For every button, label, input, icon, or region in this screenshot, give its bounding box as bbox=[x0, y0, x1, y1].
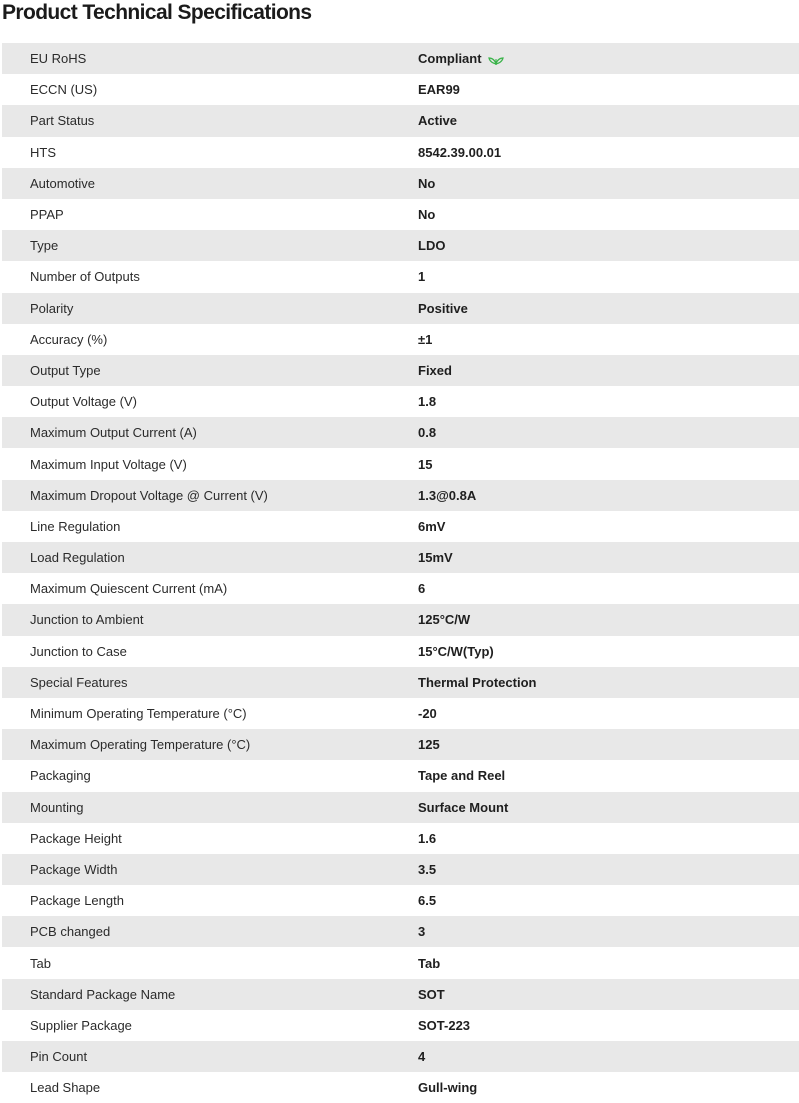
spec-value-cell bbox=[418, 885, 799, 916]
spec-row bbox=[2, 43, 799, 74]
spec-label: Junction to Ambient bbox=[2, 604, 418, 635]
spec-label: Load Regulation bbox=[2, 542, 418, 573]
spec-value-cell bbox=[418, 979, 799, 1010]
spec-value: 6.5 bbox=[418, 893, 437, 909]
spec-label: Pin Count bbox=[2, 1041, 418, 1072]
spec-value-cell bbox=[418, 355, 799, 386]
spec-label: PCB changed bbox=[2, 916, 418, 947]
spec-row bbox=[2, 230, 799, 261]
spec-label: Accuracy (%) bbox=[2, 324, 418, 355]
spec-row bbox=[2, 854, 799, 885]
spec-value-cell bbox=[418, 823, 799, 854]
spec-value-cell bbox=[418, 230, 799, 261]
spec-label: Type bbox=[2, 230, 418, 261]
spec-label: Maximum Dropout Voltage @ Current (V) bbox=[2, 480, 418, 511]
spec-value: Tape and Reel bbox=[418, 768, 506, 784]
spec-label: Output Type bbox=[2, 355, 418, 386]
spec-row bbox=[2, 916, 799, 947]
spec-label: Supplier Package bbox=[2, 1010, 418, 1041]
spec-row bbox=[2, 417, 799, 448]
spec-value: Active bbox=[418, 113, 458, 129]
spec-row bbox=[2, 636, 799, 667]
spec-label: Minimum Operating Temperature (°C) bbox=[2, 698, 418, 729]
spec-value-cell bbox=[418, 386, 799, 417]
spec-value: 8542.39.00.01 bbox=[418, 144, 502, 160]
spec-row bbox=[2, 74, 799, 105]
spec-value: 3.5 bbox=[418, 861, 437, 877]
spec-row bbox=[2, 792, 799, 823]
spec-value: LDO bbox=[418, 238, 446, 254]
spec-label: Maximum Operating Temperature (°C) bbox=[2, 729, 418, 760]
spec-label: Maximum Quiescent Current (mA) bbox=[2, 573, 418, 604]
spec-value-cell bbox=[418, 417, 799, 448]
spec-row bbox=[2, 168, 799, 199]
spec-value-cell bbox=[418, 854, 799, 885]
spec-row bbox=[2, 979, 799, 1010]
spec-label: Special Features bbox=[2, 667, 418, 698]
spec-label: PPAP bbox=[2, 199, 418, 230]
spec-value-cell bbox=[418, 105, 799, 136]
spec-label: Part Status bbox=[2, 105, 418, 136]
spec-value-cell bbox=[418, 293, 799, 324]
spec-value: 1.8 bbox=[418, 394, 437, 410]
spec-value: Surface Mount bbox=[418, 799, 509, 815]
spec-value-cell bbox=[418, 573, 799, 604]
spec-value-cell bbox=[418, 1010, 799, 1041]
spec-value-cell bbox=[418, 698, 799, 729]
spec-value: 125 bbox=[418, 737, 440, 753]
spec-value: No bbox=[418, 207, 436, 223]
spec-value: SOT bbox=[418, 986, 445, 1002]
spec-row bbox=[2, 480, 799, 511]
spec-label: Polarity bbox=[2, 293, 418, 324]
spec-value: Compliant bbox=[418, 51, 482, 67]
spec-value: 6mV bbox=[418, 518, 446, 534]
spec-label: HTS bbox=[2, 137, 418, 168]
spec-value: 1.3@0.8A bbox=[418, 487, 477, 503]
spec-value-cell bbox=[418, 511, 799, 542]
spec-value-cell bbox=[418, 137, 799, 168]
spec-row bbox=[2, 542, 799, 573]
spec-label: Package Width bbox=[2, 854, 418, 885]
spec-value: Gull-wing bbox=[418, 1080, 478, 1096]
spec-label: Automotive bbox=[2, 168, 418, 199]
spec-value-cell bbox=[418, 760, 799, 791]
spec-row bbox=[2, 1072, 799, 1103]
spec-value-cell bbox=[418, 168, 799, 199]
spec-label: Output Voltage (V) bbox=[2, 386, 418, 417]
spec-value-cell bbox=[418, 667, 799, 698]
spec-value-cell bbox=[418, 324, 799, 355]
spec-label: Package Height bbox=[2, 823, 418, 854]
spec-row bbox=[2, 1010, 799, 1041]
spec-row bbox=[2, 293, 799, 324]
spec-value-cell bbox=[418, 542, 799, 573]
spec-value: 15 bbox=[418, 456, 433, 472]
spec-label: Standard Package Name bbox=[2, 979, 418, 1010]
spec-value-cell bbox=[418, 480, 799, 511]
spec-label: Maximum Input Voltage (V) bbox=[2, 448, 418, 479]
spec-label: EU RoHS bbox=[2, 43, 418, 74]
spec-row bbox=[2, 261, 799, 292]
spec-row bbox=[2, 511, 799, 542]
spec-value: 1 bbox=[418, 269, 426, 285]
spec-table bbox=[2, 43, 799, 1103]
spec-value-cell bbox=[418, 1072, 799, 1103]
spec-label: Tab bbox=[2, 947, 418, 978]
spec-label: Junction to Case bbox=[2, 636, 418, 667]
spec-row bbox=[2, 823, 799, 854]
spec-label: Maximum Output Current (A) bbox=[2, 417, 418, 448]
spec-row bbox=[2, 698, 799, 729]
spec-value-cell bbox=[418, 261, 799, 292]
spec-value: 6 bbox=[418, 581, 426, 597]
spec-value: -20 bbox=[418, 706, 437, 722]
spec-value-cell bbox=[418, 1041, 799, 1072]
spec-row bbox=[2, 729, 799, 760]
spec-value: Positive bbox=[418, 300, 468, 316]
spec-value-cell bbox=[418, 43, 799, 74]
spec-row bbox=[2, 324, 799, 355]
spec-value-cell bbox=[418, 74, 799, 105]
spec-value-cell bbox=[418, 916, 799, 947]
spec-label: Lead Shape bbox=[2, 1072, 418, 1103]
spec-value: ±1 bbox=[418, 331, 433, 347]
spec-row bbox=[2, 885, 799, 916]
spec-label: Number of Outputs bbox=[2, 261, 418, 292]
spec-value: SOT-223 bbox=[418, 1017, 471, 1033]
spec-label: Package Length bbox=[2, 885, 418, 916]
spec-value: 4 bbox=[418, 1049, 426, 1065]
spec-value-cell bbox=[418, 729, 799, 760]
spec-value: 15°C/W(Typ) bbox=[418, 643, 494, 659]
spec-value: Thermal Protection bbox=[418, 674, 537, 690]
spec-value: 125°C/W bbox=[418, 612, 471, 628]
spec-label: Line Regulation bbox=[2, 511, 418, 542]
spec-row bbox=[2, 386, 799, 417]
spec-row bbox=[2, 105, 799, 136]
spec-row bbox=[2, 947, 799, 978]
spec-value: EAR99 bbox=[418, 82, 460, 98]
spec-label: ECCN (US) bbox=[2, 74, 418, 105]
spec-value: No bbox=[418, 175, 436, 191]
spec-value-cell bbox=[418, 199, 799, 230]
spec-row bbox=[2, 355, 799, 386]
spec-row bbox=[2, 760, 799, 791]
spec-row bbox=[2, 667, 799, 698]
spec-value-cell bbox=[418, 792, 799, 823]
spec-value: 1.6 bbox=[418, 830, 437, 846]
spec-value-cell bbox=[418, 947, 799, 978]
spec-value: Tab bbox=[418, 955, 441, 971]
spec-value: 15mV bbox=[418, 550, 453, 566]
spec-row bbox=[2, 199, 799, 230]
spec-table-body bbox=[2, 43, 799, 1103]
leaf-icon bbox=[488, 53, 504, 65]
spec-value: 3 bbox=[418, 924, 426, 940]
page-title: Product Technical Specifications bbox=[2, 1, 312, 24]
spec-row bbox=[2, 573, 799, 604]
spec-value-cell bbox=[418, 636, 799, 667]
spec-label: Packaging bbox=[2, 760, 418, 791]
spec-row bbox=[2, 137, 799, 168]
spec-value-cell bbox=[418, 604, 799, 635]
spec-label: Mounting bbox=[2, 792, 418, 823]
spec-value: Fixed bbox=[418, 362, 452, 378]
spec-value-cell bbox=[418, 448, 799, 479]
spec-row bbox=[2, 604, 799, 635]
spec-row bbox=[2, 448, 799, 479]
spec-value: 0.8 bbox=[418, 425, 437, 441]
spec-row bbox=[2, 1041, 799, 1072]
